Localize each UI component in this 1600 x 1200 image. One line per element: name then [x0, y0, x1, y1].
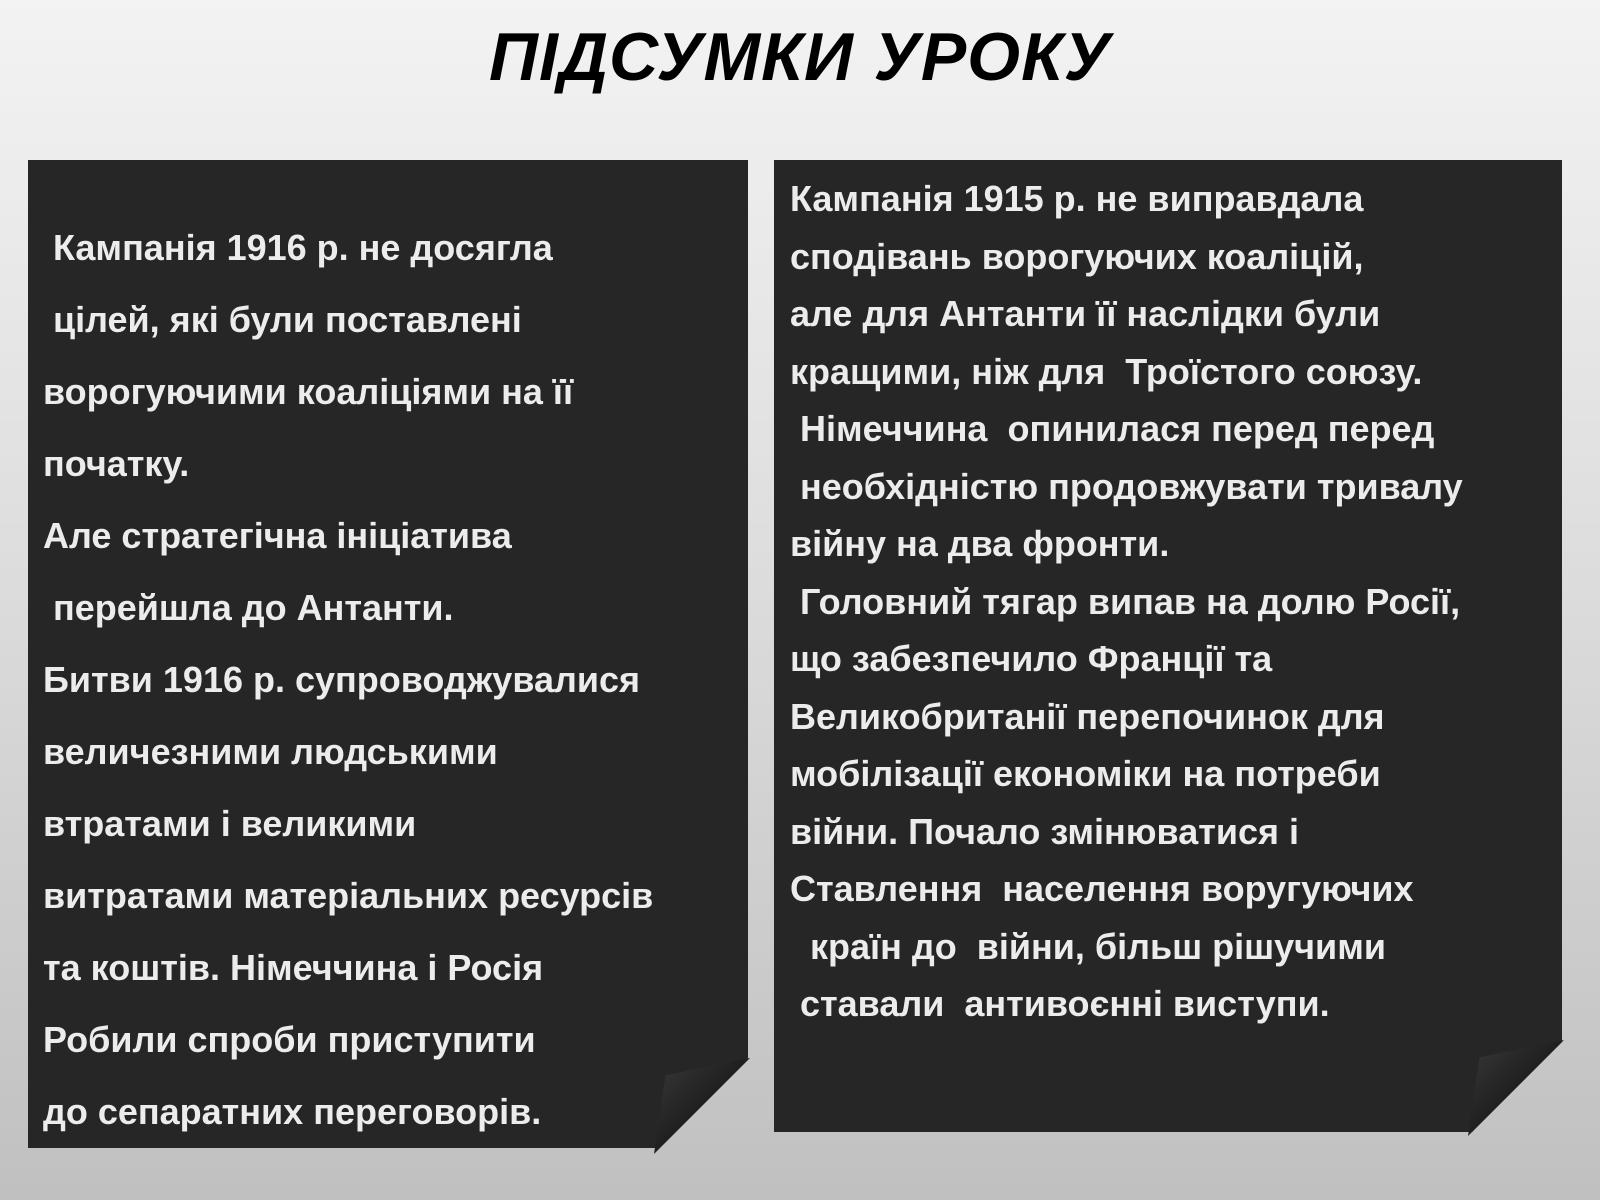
- text-line: ставали антивоєнні виступи.: [790, 983, 1330, 1024]
- text-line: Кампанія 1916 р. не досягла: [43, 227, 553, 268]
- text-line: необхідністю продовжувати тривалу: [790, 465, 1463, 507]
- text-line: Робили спроби приступити: [43, 1019, 536, 1060]
- left-panel-text: [43, 212, 653, 1148]
- text-line: Але стратегічна ініціатива: [43, 515, 512, 556]
- text-line: початку.: [43, 443, 190, 484]
- text-line: Німеччина опинилася перед перед: [790, 408, 1435, 449]
- text-line: ворогуючими коаліціями на її: [43, 371, 574, 412]
- right-panel-text: [790, 170, 1463, 1033]
- text-line: величезними людськими: [43, 731, 498, 772]
- text-line: перейшла до Антанти.: [43, 587, 454, 628]
- text-line: до сепаратних переговорів.: [43, 1091, 542, 1132]
- text-line: кращими, ніж для Троїстого союзу.: [790, 350, 1423, 392]
- text-line: Битви 1916 р. супроводжувалися: [43, 659, 641, 700]
- text-line: Ставлення населення воругуючих: [790, 868, 1414, 909]
- text-line: Великобританії перепочинок для: [790, 695, 1385, 737]
- text-line: Головний тягар випав на долю Росії,: [790, 580, 1461, 622]
- text-line: Кампанія 1915 р. не виправдала: [790, 178, 1364, 219]
- text-line: сподівань ворогуючих коаліцій,: [790, 235, 1364, 277]
- text-line: війни. Почало змінюватися і: [790, 810, 1300, 852]
- text-line: втратами і великими: [43, 803, 417, 844]
- text-line: витратами матеріальних ресурсів: [43, 875, 654, 916]
- text-line: війну на два фронти.: [790, 523, 1170, 564]
- text-line: цілей, які були поставлені: [43, 299, 522, 340]
- text-line: що забезпечило Франції та: [790, 638, 1273, 679]
- text-line: та коштів. Німеччина і Росія: [43, 947, 544, 988]
- text-line: країн до війни, більш рішучими: [790, 925, 1386, 967]
- slide-title: ПІДСУМКИ УРОКУ: [489, 19, 1111, 95]
- text-line: але для Антанти її наслідки були: [790, 293, 1381, 334]
- text-line: мобілізації економіки на потреби: [790, 753, 1381, 794]
